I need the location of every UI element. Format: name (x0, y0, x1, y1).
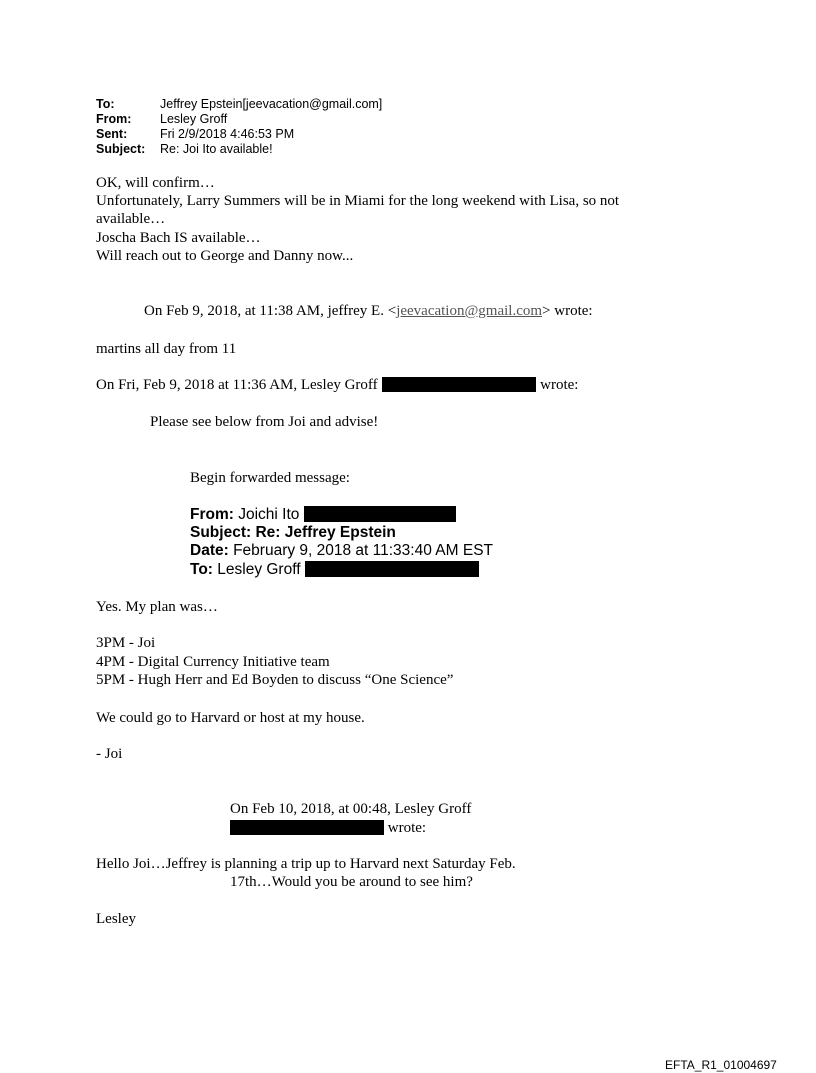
redaction-bar (230, 820, 384, 835)
schedule-item: 4PM - Digital Currency Initiative team (96, 654, 330, 670)
quote-body: martins all day from 11 (96, 341, 237, 357)
signature: Lesley (96, 911, 136, 927)
forward-from-value: Joichi Ito (238, 506, 300, 523)
forward-subject-label: Subject: (190, 524, 252, 541)
reply-line: Joscha Bach IS available… (96, 230, 261, 246)
reply-line: OK, will confirm… (96, 175, 215, 191)
message-line: Yes. My plan was… (96, 599, 218, 615)
forward-date-row (190, 541, 493, 560)
schedule-item: 5PM - Hugh Herr and Ed Boyden to discuss “One Science” (96, 672, 454, 688)
subject-value: Re: Joi Ito available! (160, 142, 273, 156)
forward-from-row (190, 505, 456, 524)
forward-to-value: Lesley Groff (217, 561, 301, 578)
quote-suffix: wrote: (540, 377, 579, 393)
schedule-item: 3PM - Joi (96, 635, 156, 651)
redaction-bar (382, 377, 536, 392)
quote-body: Please see below from Joi and advise! (150, 414, 379, 430)
document-id: EFTA_R1_01004697 (665, 1058, 777, 1072)
forward-from-label: From: (190, 506, 234, 523)
from-label: From: (96, 112, 132, 126)
quote-body: Hello Joi…Jeffrey is planning a trip up to Harvard next Saturday Feb. (96, 856, 516, 872)
to-label: To: (96, 97, 115, 111)
forward-date-label: Date: (190, 542, 229, 559)
quote-attribution-line2 (230, 819, 426, 837)
reply-line: available… (96, 211, 166, 227)
quote-attribution (96, 376, 578, 394)
forward-subject-value: Re: Jeffrey Epstein (255, 524, 396, 541)
quote-attribution: On Feb 10, 2018, at 00:48, Lesley Groff (230, 801, 472, 817)
redaction-bar (304, 506, 456, 522)
forward-intro: Begin forwarded message: (190, 470, 350, 486)
email-link[interactable]: jeevacation@gmail.com (396, 303, 543, 319)
sent-value: Fri 2/9/2018 4:46:53 PM (160, 127, 295, 141)
subject-label: Subject: (96, 142, 146, 156)
signature: - Joi (96, 746, 123, 762)
message-line: We could go to Harvard or host at my house. (96, 710, 365, 726)
quote-suffix: > wrote: (542, 303, 593, 319)
reply-line: Will reach out to George and Danny now... (96, 248, 354, 264)
from-value: Lesley Groff (160, 112, 228, 126)
quote-prefix: On Feb 9, 2018, at 11:38 AM, jeffrey E. < (144, 303, 397, 319)
quote-attribution (144, 302, 593, 320)
quote-body: 17th…Would you be around to see him? (230, 874, 473, 890)
reply-line: Unfortunately, Larry Summers will be in Miami for the long weekend with Lisa, so not (96, 193, 620, 209)
redaction-bar (305, 561, 479, 577)
forward-to-row (190, 560, 479, 579)
forward-date-value: February 9, 2018 at 11:33:40 AM EST (233, 542, 493, 559)
forward-to-label: To: (190, 561, 213, 578)
to-value: Jeffrey Epstein[jeevacation@gmail.com] (160, 97, 383, 111)
quote-prefix: On Fri, Feb 9, 2018 at 11:36 AM, Lesley Groff (96, 377, 378, 393)
sent-label: Sent: (96, 127, 128, 141)
forward-subject-row (190, 523, 396, 542)
quote-suffix: wrote: (387, 820, 427, 836)
